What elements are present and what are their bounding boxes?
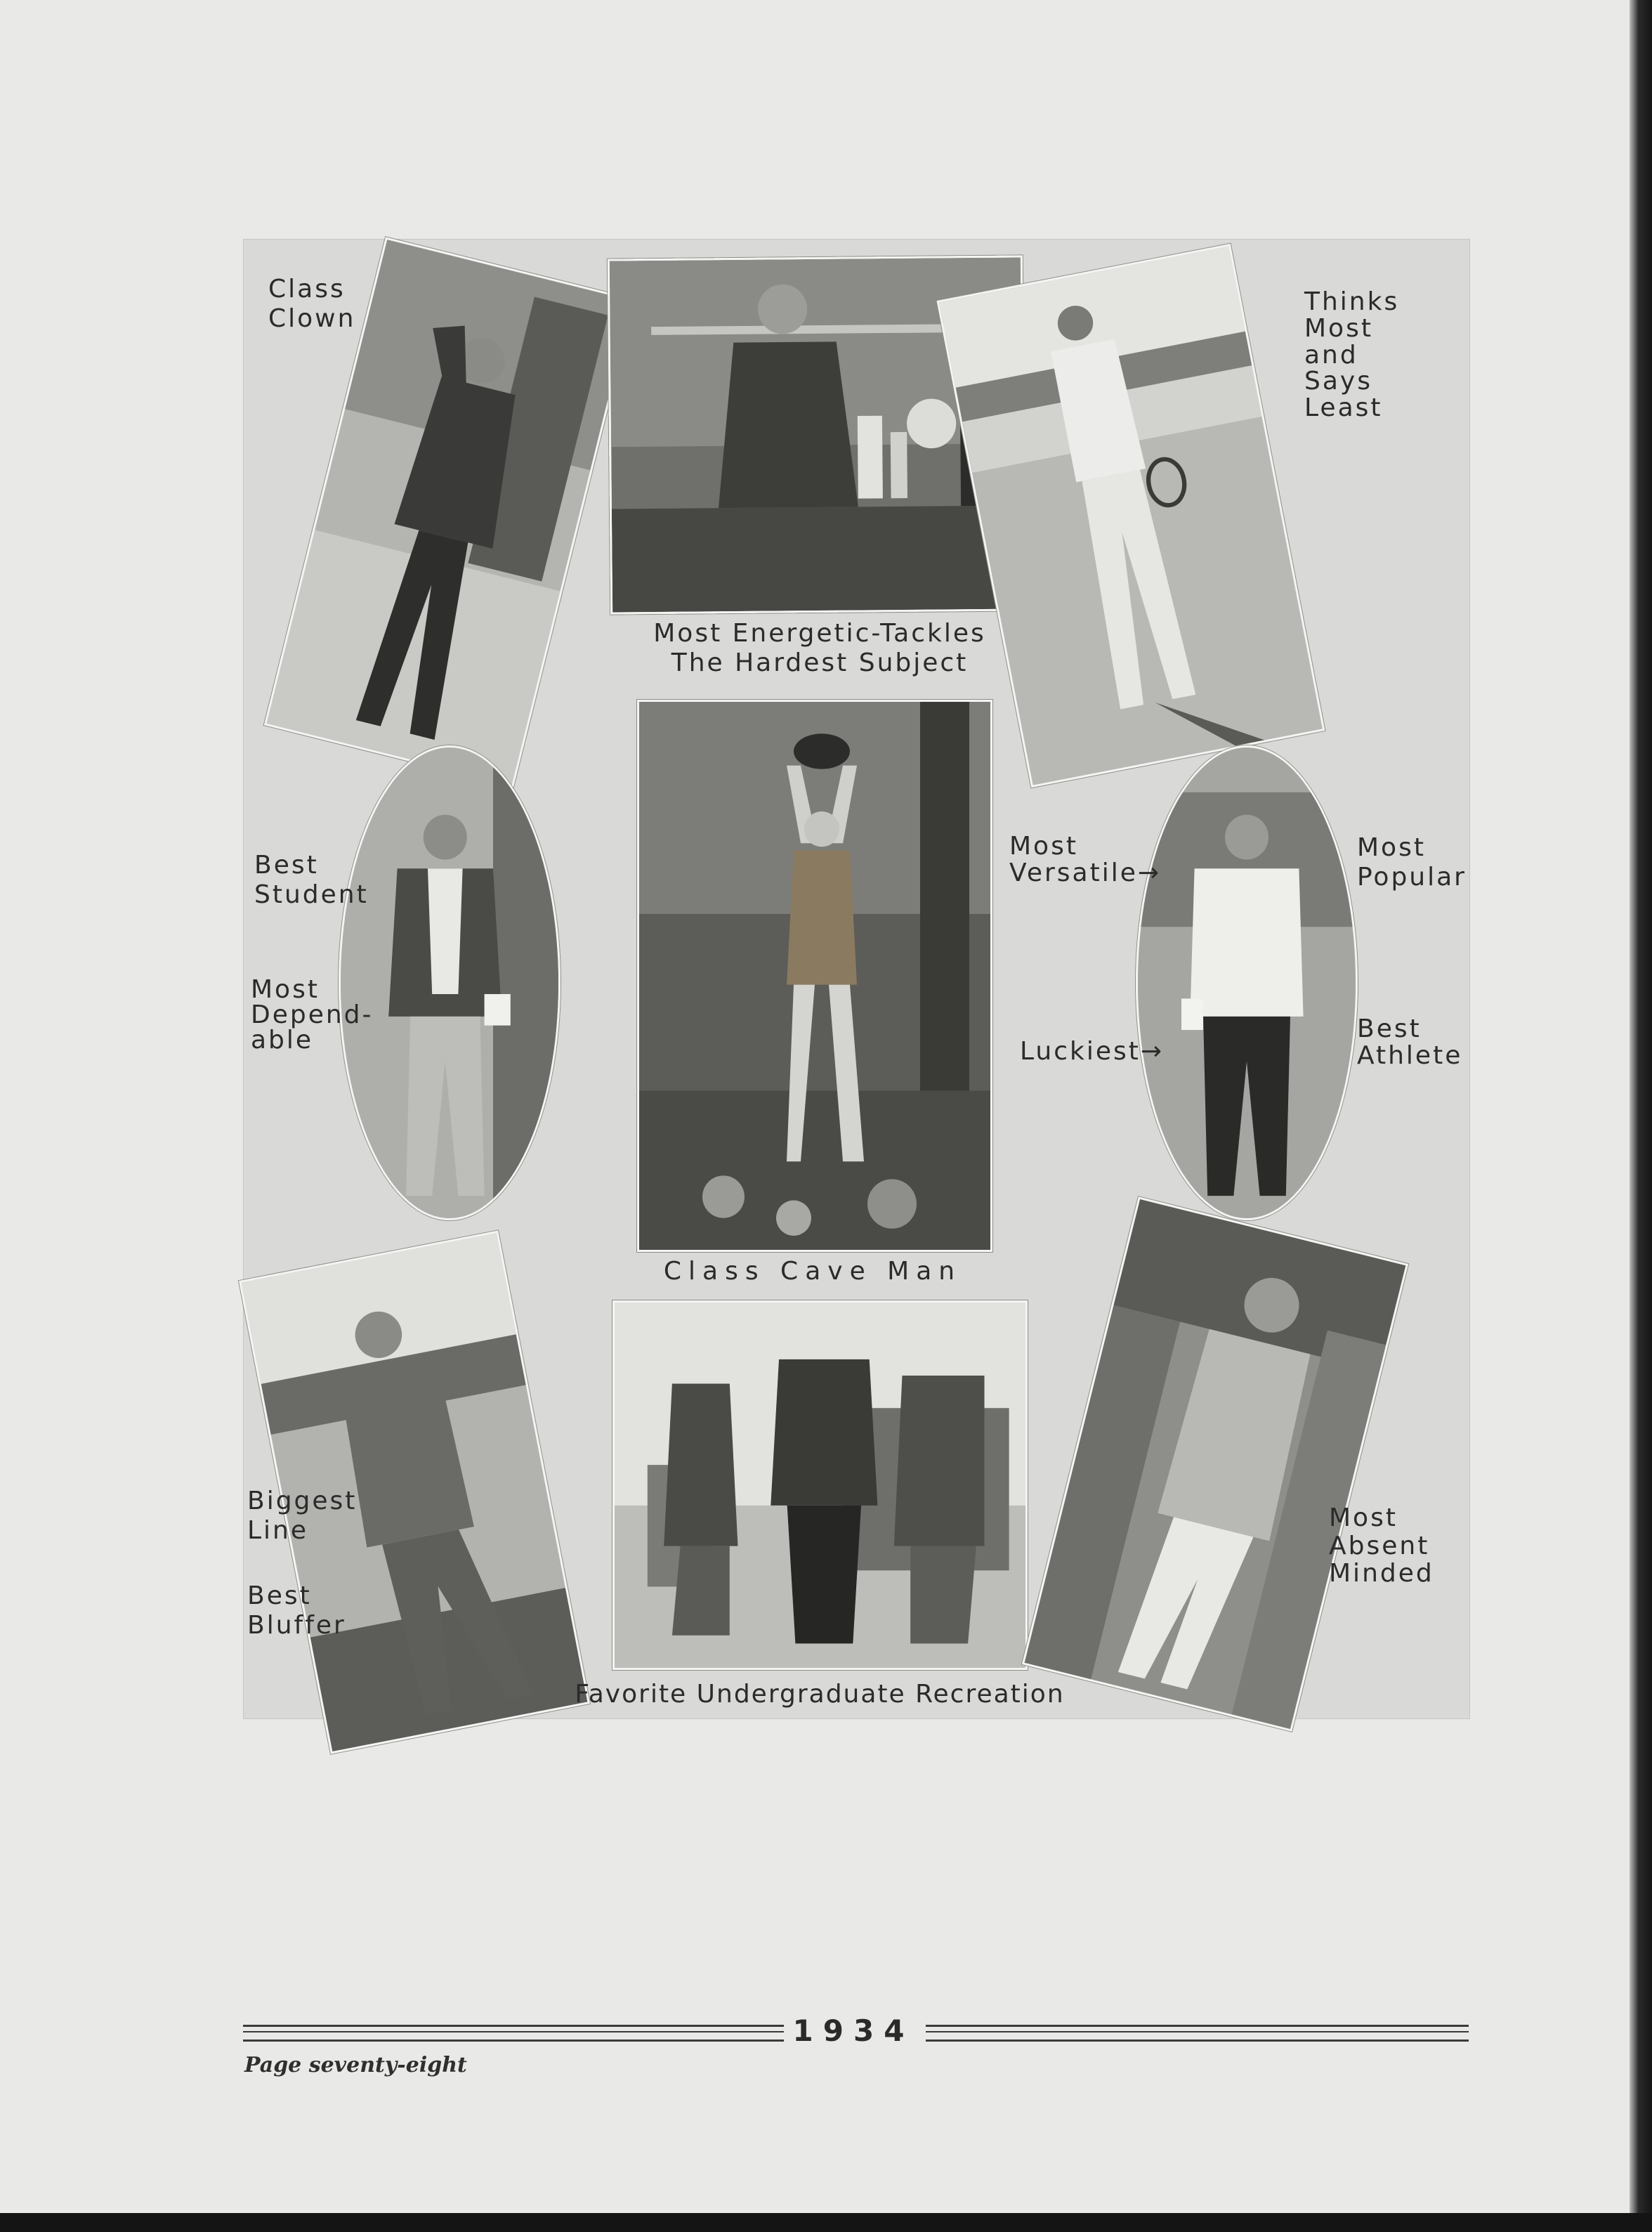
scan-edge-right bbox=[1630, 0, 1652, 2232]
caption-most-absent-minded: Most Absent Minded bbox=[1329, 1503, 1434, 1588]
photo-tennis bbox=[937, 244, 1325, 788]
caption-best-bluffer: Best Bluffer bbox=[247, 1581, 346, 1640]
photo-recreation bbox=[612, 1300, 1028, 1670]
photo-collage-panel bbox=[243, 239, 1470, 1719]
scan-edge-bottom bbox=[0, 2213, 1652, 2232]
footer-year: 1934 bbox=[792, 2014, 914, 2048]
caption-favorite-recreation: Favorite Undergraduate Recreation bbox=[575, 1680, 1065, 1709]
caption-most-popular: Most Popular bbox=[1357, 833, 1467, 892]
caption-class-cave-man: Class Cave Man bbox=[663, 1257, 962, 1286]
caption-luckiest: Luckiest→ bbox=[1020, 1037, 1165, 1066]
caption-biggest-line: Biggest Line bbox=[247, 1487, 358, 1546]
caption-most-dependable: Most Depend- able bbox=[251, 975, 374, 1055]
caption-best-student: Best Student bbox=[254, 851, 369, 910]
photo-most-popular bbox=[1136, 745, 1358, 1220]
footer-rule-right bbox=[926, 2025, 1469, 2042]
page-number: Page seventy-eight bbox=[244, 2053, 467, 2077]
caption-thinks-most: Thinks Most and Says Least bbox=[1304, 287, 1400, 423]
caption-best-athlete: Best Athlete bbox=[1357, 1014, 1463, 1070]
caption-class-clown: Class Clown bbox=[268, 275, 356, 334]
caption-most-versatile: Most Versatile→ bbox=[1009, 832, 1162, 887]
caption-most-energetic: Most Energetic-Tackles The Hardest Subject bbox=[653, 619, 986, 678]
photo-cave-man bbox=[637, 700, 992, 1252]
footer-rule-left bbox=[243, 2025, 784, 2042]
photo-absent-minded bbox=[1022, 1196, 1408, 1731]
